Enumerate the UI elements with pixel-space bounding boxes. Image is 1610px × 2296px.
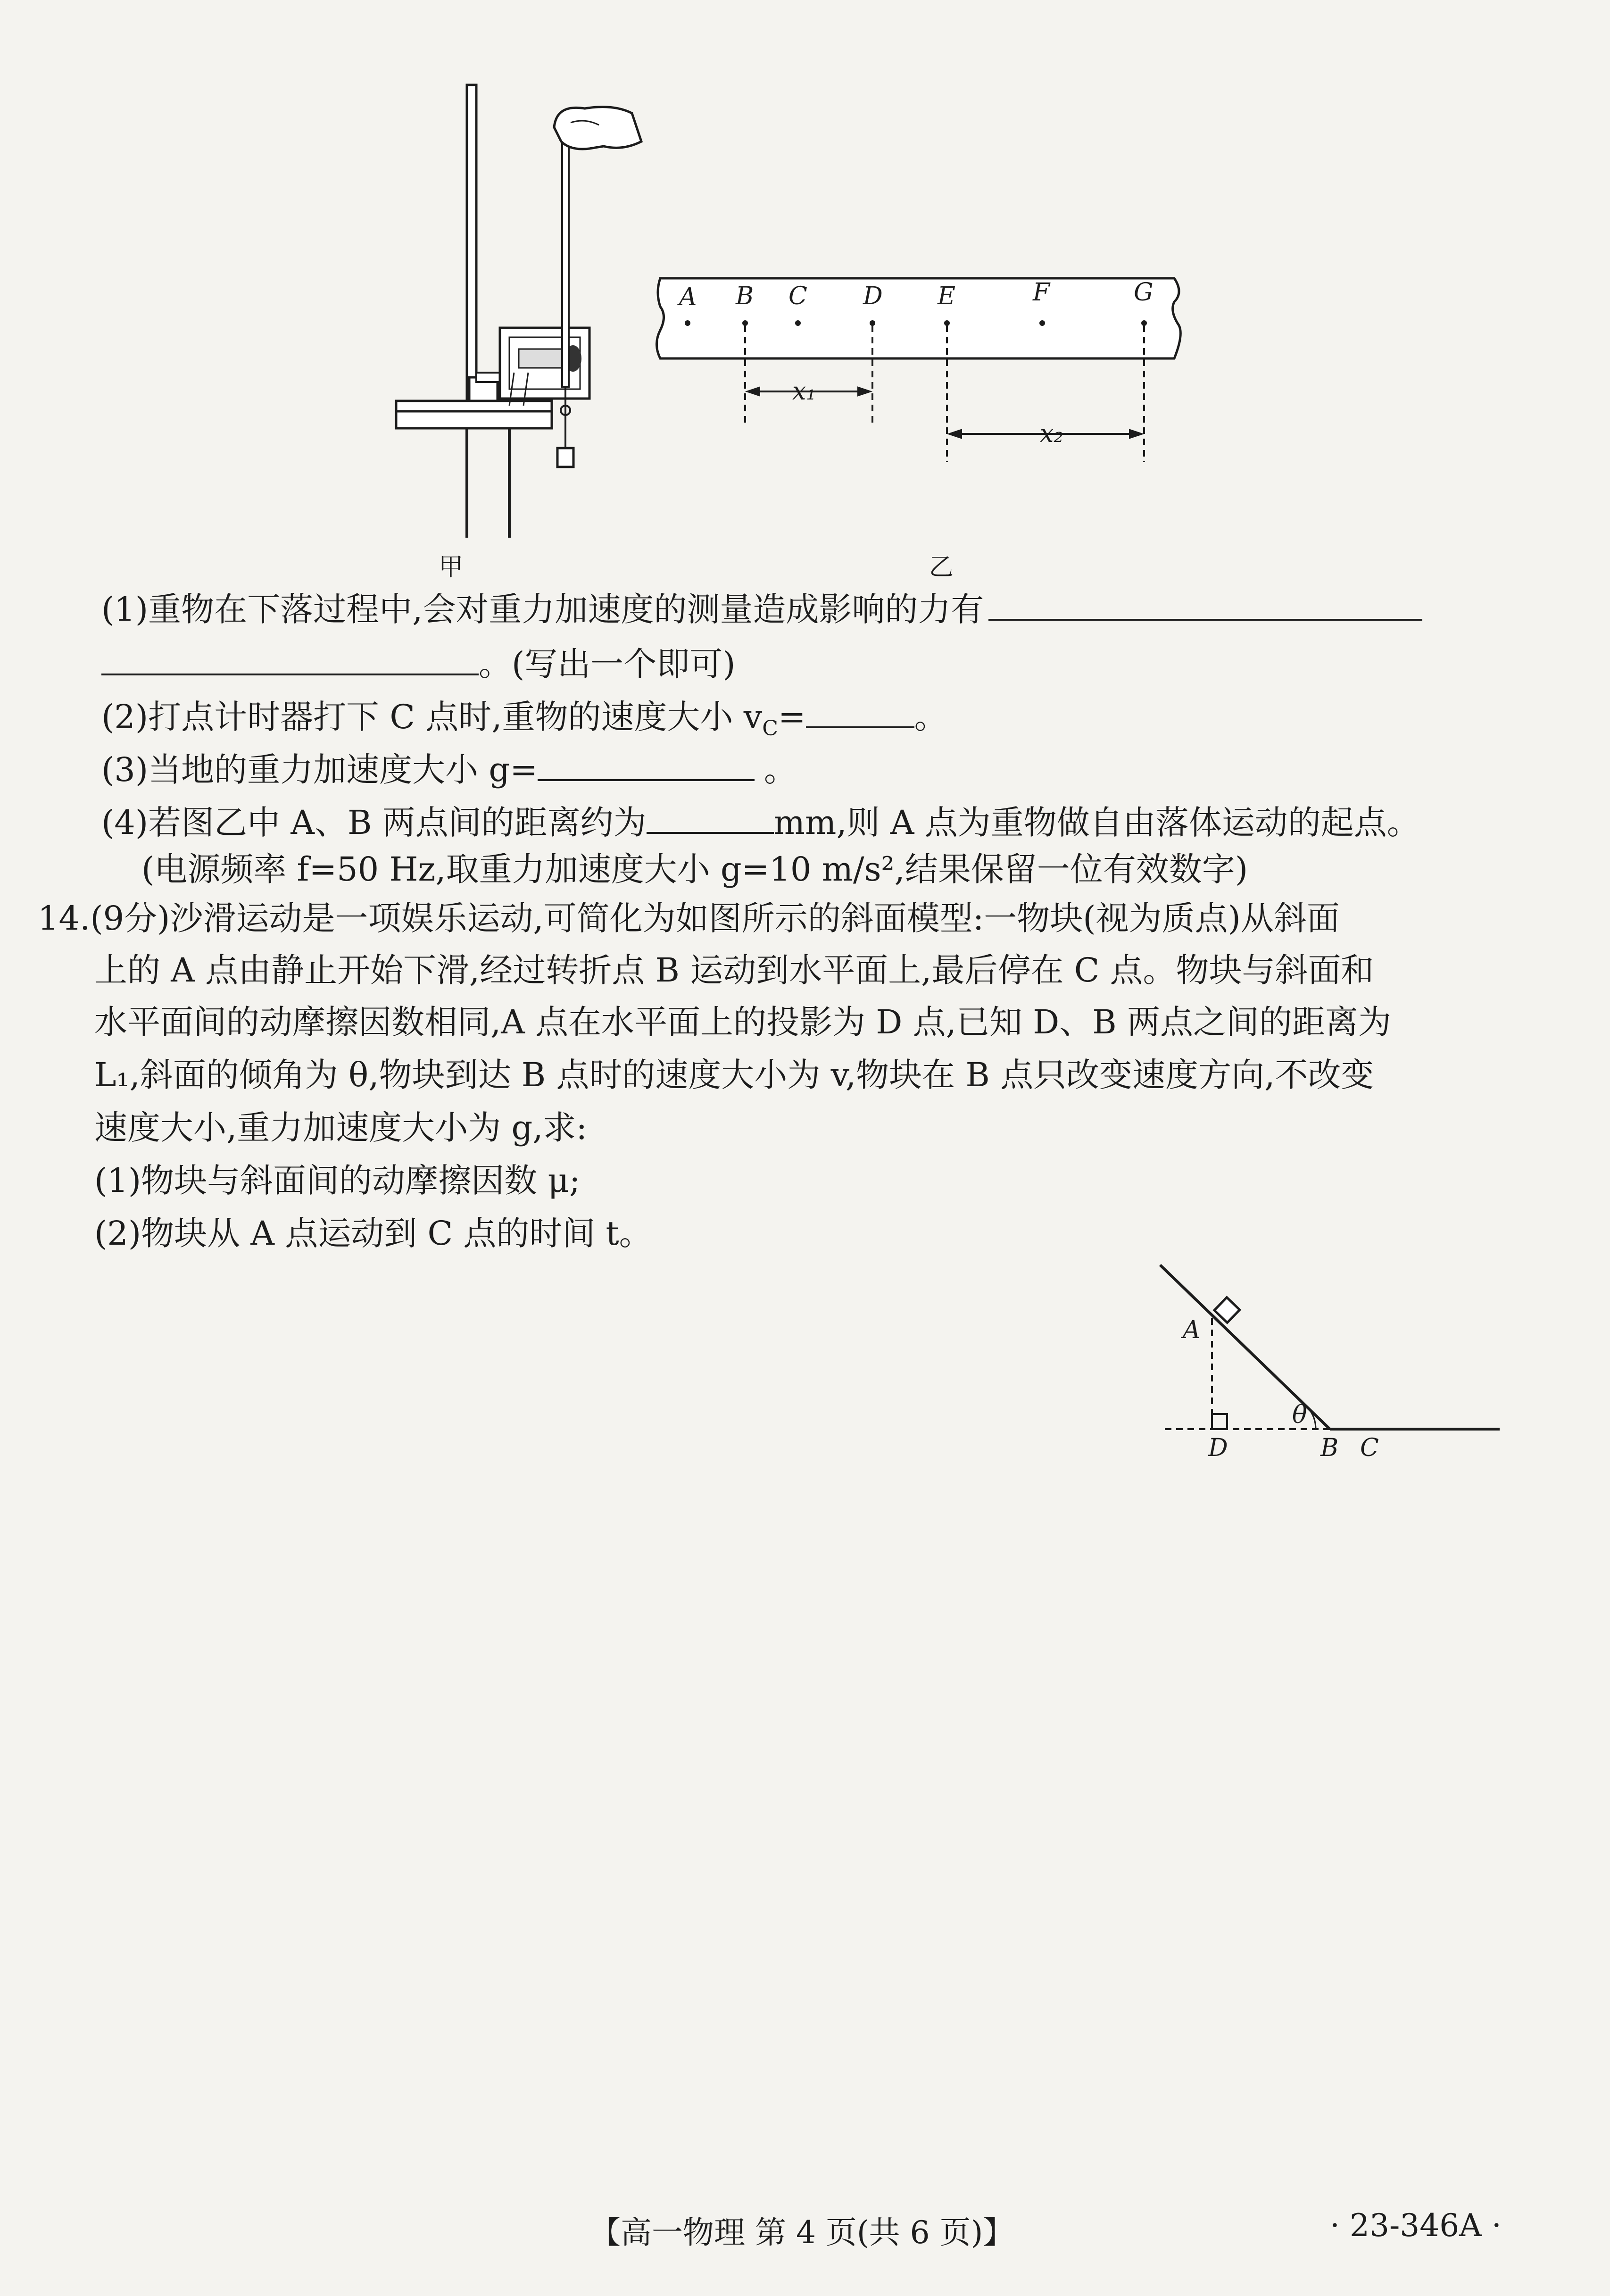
q13-answer-blank-1b[interactable] [101,645,479,675]
tape-dot-c [795,320,801,326]
apparatus-figure [368,71,670,542]
q14-line4: L₁,斜面的倾角为 θ,物块到达 B 点时的速度大小为 v,物块在 B 点只改变速度方向,不改变 [94,1056,1374,1094]
q13-part4-text: (4)若图乙中 A、B 两点间的距离约为 [101,803,647,842]
q13-part2-eq: = [778,698,806,736]
tape-label-e: E [938,282,955,310]
q14-sub1: (1)物块与斜面间的动摩擦因数 μ; [94,1161,581,1200]
figure-jia-label: 甲 [439,553,464,582]
q13-part3-text: (3)当地的重力加速度大小 g= [101,750,538,789]
q13-answer-blank-4[interactable] [647,804,774,834]
q13-part1-cont [101,645,736,681]
tape-dot-e [944,320,950,326]
tape-dot-d [870,320,875,326]
tape-dot-g [1141,320,1147,326]
q13-part3 [101,750,797,789]
incline-label-b: B [1320,1434,1339,1462]
q13-part4 [101,803,1420,842]
tape-dot-f [1039,320,1045,326]
incline-label-theta: θ [1292,1401,1307,1429]
q13-part1-end: 。(写出一个即可) [479,645,736,683]
q13-part4-end: mm,则 A 点为重物做自由落体运动的起点。 [773,803,1420,842]
tape-label-x2: x₂ [1040,420,1064,448]
page-footer: 【高一物理 第 4 页(共 6 页)】 [589,2214,1014,2251]
incline-label-d: D [1208,1434,1228,1462]
incline-label-c: C [1360,1434,1379,1462]
q13-answer-blank-1[interactable] [988,591,1422,621]
tape-label-a: A [679,283,697,311]
q13-part2-end: 。 [914,698,947,736]
q13-part2-sub: C [762,716,778,740]
tape-label-c: C [788,282,807,310]
q14-line3: 水平面间的动摩擦因数相同,A 点在水平面上的投影为 D 点,已知 D、B 两点之间的距离为 [94,1003,1391,1041]
q13-part1-text: (1)重物在下落过程中,会对重力加速度的测量造成影响的力有 [101,590,984,629]
tape-label-d: D [863,282,883,310]
q14-line1: 14.(9分)沙滑运动是一项娱乐运动,可简化为如图所示的斜面模型:一物块(视为质点)从斜面 [38,899,1340,938]
incline-label-a: A [1183,1316,1201,1344]
tape-dot-a [685,320,690,326]
tape-label-x1: x₁ [792,377,816,406]
q13-part2 [101,698,947,739]
tape-label-g: G [1134,278,1154,307]
exam-code: · 23-346A · [1330,2207,1502,2244]
q13-part1 [101,590,1422,629]
q14-line5: 速度大小,重力加速度大小为 g,求: [94,1108,588,1147]
q13-note: (电源频率 f=50 Hz,取重力加速度大小 g=10 m/s²,结果保留一位有效数字) [141,850,1248,889]
tape-dot-b [742,320,748,326]
q13-answer-blank-2[interactable] [806,698,914,728]
q14-line2: 上的 A 点由静止开始下滑,经过转折点 B 运动到水平面上,最后停在 C 点。物块与斜面和 [94,951,1374,990]
q13-answer-blank-3[interactable] [538,751,755,781]
q13-part3-end: 。 [764,750,797,789]
tape-label-f: F [1033,278,1050,307]
q14-sub2: (2)物块从 A 点运动到 C 点的时间 t。 [94,1214,652,1253]
tape-label-b: B [736,282,754,310]
figure-yi-label: 乙 [929,553,954,582]
q13-part2-text: (2)打点计时器打下 C 点时,重物的速度大小 v [101,698,763,736]
